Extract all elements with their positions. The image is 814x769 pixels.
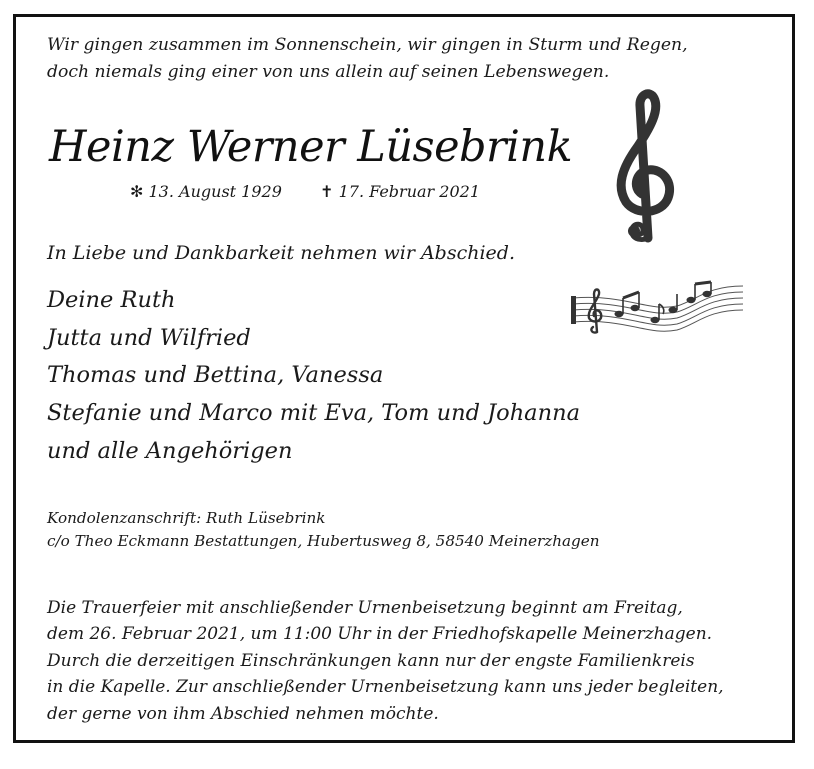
- life-dates: [130, 182, 480, 201]
- death-date: 17. Februar 2021: [338, 182, 480, 201]
- funeral-line: Die Trauerfeier mit anschließender Urnenbeisetzung beginnt am Freitag,: [47, 598, 683, 618]
- condolence-line: Kondolenzanschrift: Ruth Lüsebrink: [47, 509, 326, 527]
- family-member: Stefanie und Marco mit Eva, Tom und Johanna: [47, 400, 580, 427]
- family-member: und alle Angehörigen: [47, 437, 293, 464]
- treble-clef-icon: [610, 88, 682, 247]
- intro-text: In Liebe und Dankbarkeit nehmen wir Abschied.: [47, 242, 515, 264]
- family-member: Thomas und Bettina, Vanessa: [47, 362, 384, 389]
- funeral-line: in die Kapelle. Zur anschließender Urnenbeisetzung kann uns jeder begleiten,: [47, 677, 724, 698]
- birth-date: 13. August 1929: [148, 182, 282, 201]
- condolence-address: [47, 507, 600, 553]
- poem: [47, 32, 688, 86]
- funeral-line: dem 26. Februar 2021, um 11:00 Uhr in der Friedhofskapelle Meinerzhagen.: [47, 624, 713, 645]
- family-member: Deine Ruth: [47, 287, 176, 313]
- condolence-line: c/o Theo Eckmann Bestattungen, Hubertusweg 8, 58540 Meinerzhagen: [47, 532, 600, 550]
- deceased-name: Heinz Werner Lüsebrink: [49, 122, 573, 172]
- family-list: [47, 282, 580, 471]
- music-staff-notes-icon: [567, 280, 743, 344]
- poem-line: Wir gingen zusammen im Sonnenschein, wir gingen in Sturm und Regen,: [47, 35, 688, 55]
- family-member: Jutta und Wilfried: [47, 324, 251, 351]
- death-symbol: ✝: [320, 182, 334, 201]
- funeral-line: Durch die derzeitigen Einschränkungen kann nur der engste Familienkreis: [47, 650, 695, 671]
- funeral-line: der gerne von ihm Abschied nehmen möchte.: [47, 703, 439, 724]
- birth-symbol: ✻: [130, 182, 144, 201]
- poem-line: doch niemals ging einer von uns allein auf seinen Lebenswegen.: [47, 62, 610, 82]
- funeral-notice: [47, 595, 724, 727]
